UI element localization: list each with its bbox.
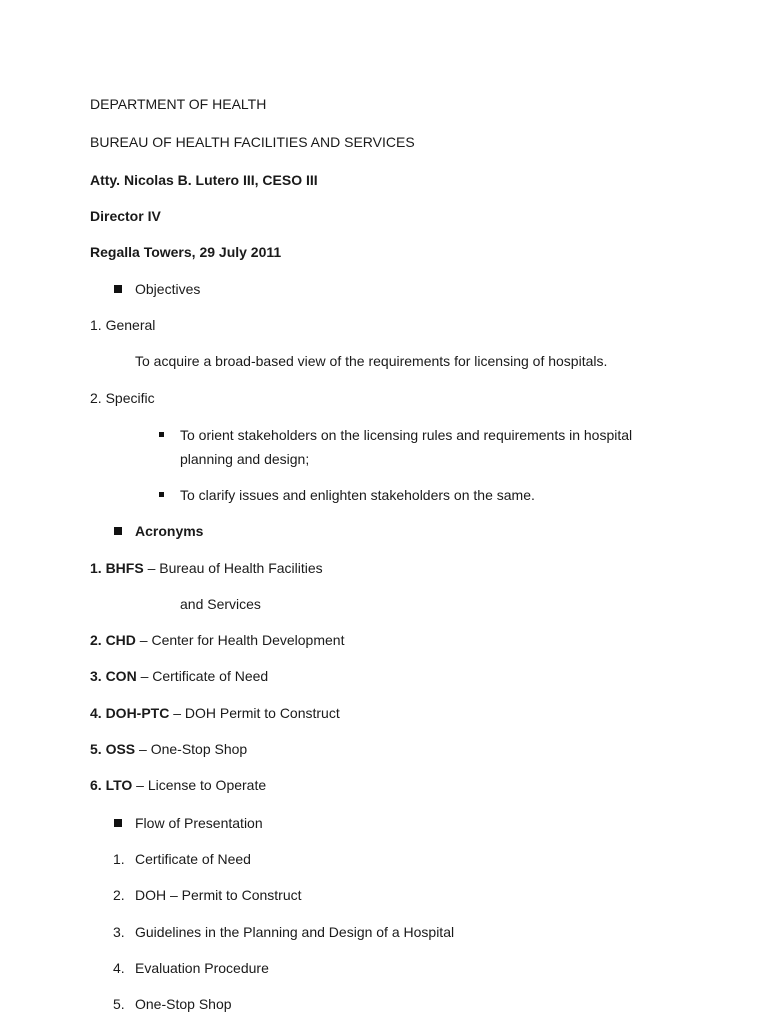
specific-item-1-line-2: planning and design; [180,451,310,467]
flow-item-text: Certificate of Need [135,851,251,867]
small-square-bullet-icon [159,492,164,497]
bureau-title: BUREAU OF HEALTH FACILITIES AND SERVICES [90,134,415,150]
department-title: DEPARTMENT OF HEALTH [90,96,267,112]
acronym-def: – Bureau of Health Facilities [143,560,323,576]
acronym-def: – License to Operate [132,777,267,793]
general-label: 1. General [90,317,156,333]
flow-heading: Flow of Presentation [135,815,263,831]
flow-item-text: DOH – Permit to Construct [135,887,302,903]
acronyms-heading: Acronyms [135,523,204,539]
acronym-item [90,631,344,649]
flow-item-number: 3. [113,924,125,940]
acronym-def: – Certificate of Need [136,668,269,684]
acronym-abbr: 6. LTO [90,777,133,793]
square-bullet-icon [114,819,122,827]
author-name: Atty. Nicolas B. Lutero III, CESO III [90,172,318,188]
flow-item-number: 2. [113,887,125,903]
acronym-item [90,559,323,577]
flow-item-text: One-Stop Shop [135,996,232,1012]
acronym-def: – Center for Health Development [135,632,345,648]
acronym-item [90,667,268,685]
objectives-heading: Objectives [135,281,201,297]
acronym-abbr: 4. DOH-PTC [90,705,170,721]
acronym-abbr: 5. OSS [90,741,136,757]
flow-item-number: 4. [113,960,125,976]
acronym-item [90,704,340,722]
acronym-abbr: 1. BHFS [90,560,144,576]
author-position: Director IV [90,208,161,224]
specific-item-1-line-1: To orient stakeholders on the licensing rules and requirements in hospital [180,427,633,443]
specific-label: 2. Specific [90,390,155,406]
flow-item-number: 1. [113,851,125,867]
general-text: To acquire a broad-based view of the requirements for licensing of hospitals. [135,353,608,369]
venue-date: Regalla Towers, 29 July 2011 [90,244,282,260]
acronym-abbr: 2. CHD [90,632,136,648]
flow-item-text: Guidelines in the Planning and Design of a Hospital [135,924,455,940]
small-square-bullet-icon [159,432,164,437]
square-bullet-icon [114,285,122,293]
specific-item-2: To clarify issues and enlighten stakeholders on the same. [180,487,535,503]
acronym-abbr: 3. CON [90,668,137,684]
acronym-def: – DOH Permit to Construct [169,705,340,721]
acronym-def: – One-Stop Shop [135,741,248,757]
flow-item-text: Evaluation Procedure [135,960,269,976]
acronym-item [90,740,247,758]
acronym-item-continued: and Services [180,596,261,612]
acronym-item [90,776,266,794]
flow-item-number: 5. [113,996,125,1012]
square-bullet-icon [114,527,122,535]
